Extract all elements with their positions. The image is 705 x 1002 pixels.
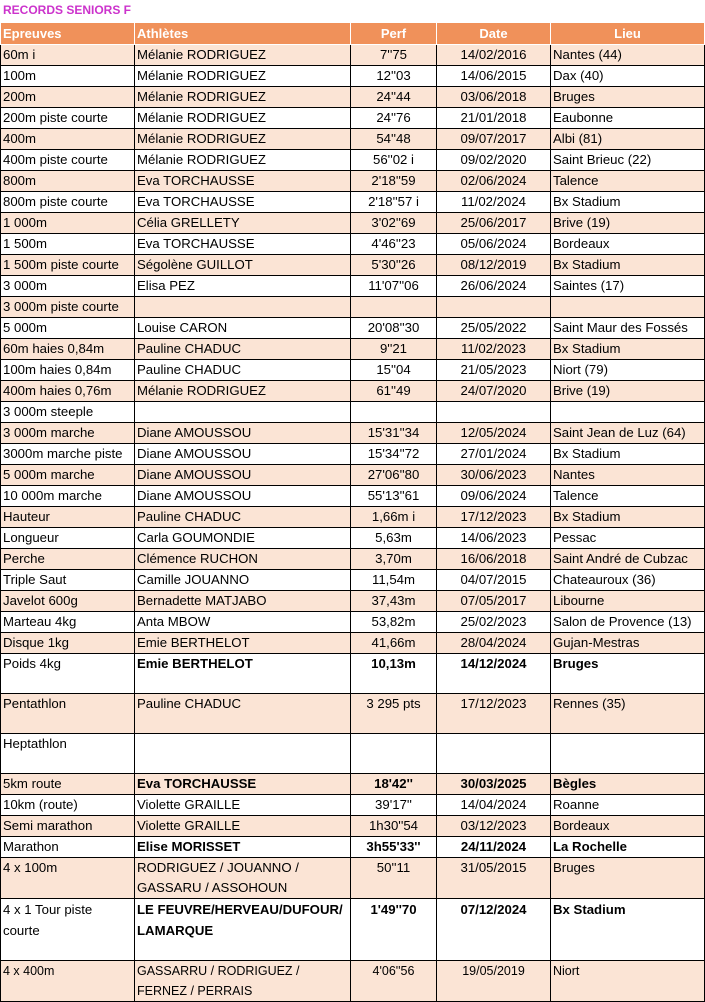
table-row <box>1 213 705 234</box>
table-row <box>1 45 705 66</box>
cell-perf: 11'07''06 <box>351 276 437 297</box>
cell-athlete: RODRIGUEZ / JOUANNO / GASSARU / ASSOHOUN <box>135 858 351 899</box>
cell-date: 12/05/2024 <box>437 423 551 444</box>
cell-perf: 3,70m <box>351 549 437 570</box>
table-row-relais-100 <box>1 858 705 899</box>
cell-lieu: La Rochelle <box>551 837 705 858</box>
cell-athlete: Violette GRAILLE <box>135 795 351 816</box>
cell-lieu: Nantes <box>551 465 705 486</box>
records-table <box>0 22 705 1002</box>
cell-athlete <box>135 402 351 423</box>
header-epreuves: Epreuves <box>1 23 135 45</box>
cell-perf: 15'34''72 <box>351 444 437 465</box>
cell-epreuve: 800m <box>1 171 135 192</box>
table-row <box>1 486 705 507</box>
cell-perf: 54''48 <box>351 129 437 150</box>
cell-date: 11/02/2023 <box>437 339 551 360</box>
table-row <box>1 192 705 213</box>
cell-athlete <box>135 734 351 774</box>
table-row <box>1 591 705 612</box>
cell-athlete: Emie BERTHELOT <box>135 633 351 654</box>
cell-date: 14/12/2024 <box>437 654 551 694</box>
cell-epreuve: Perche <box>1 549 135 570</box>
header-row <box>1 23 705 45</box>
cell-date: 03/06/2018 <box>437 87 551 108</box>
cell-athlete: Eva TORCHAUSSE <box>135 774 351 795</box>
table-row <box>1 549 705 570</box>
table-row <box>1 570 705 591</box>
cell-perf: 39'17'' <box>351 795 437 816</box>
table-row <box>1 171 705 192</box>
cell-lieu: Bruges <box>551 87 705 108</box>
cell-perf: 12''03 <box>351 66 437 87</box>
cell-athlete: Mélanie RODRIGUEZ <box>135 381 351 402</box>
cell-athlete: GASSARRU / RODRIGUEZ / FERNEZ / PERRAIS <box>135 961 351 1002</box>
cell-perf: 9''21 <box>351 339 437 360</box>
cell-epreuve: 1 500m piste courte <box>1 255 135 276</box>
cell-lieu: Saint Jean de Luz (64) <box>551 423 705 444</box>
table-row <box>1 465 705 486</box>
cell-perf: 2'18''57 i <box>351 192 437 213</box>
cell-athlete: Diane AMOUSSOU <box>135 444 351 465</box>
cell-epreuve: 3000m marche piste <box>1 444 135 465</box>
cell-epreuve: Longueur <box>1 528 135 549</box>
cell-athlete: Pauline CHADUC <box>135 694 351 734</box>
cell-date: 07/05/2017 <box>437 591 551 612</box>
table-row <box>1 297 705 318</box>
cell-date: 14/06/2023 <box>437 528 551 549</box>
cell-date: 28/04/2024 <box>437 633 551 654</box>
table-row <box>1 150 705 171</box>
cell-date: 21/01/2018 <box>437 108 551 129</box>
cell-perf: 4'06''56 <box>351 961 437 1002</box>
cell-athlete: Eva TORCHAUSSE <box>135 171 351 192</box>
cell-lieu: Saintes (17) <box>551 276 705 297</box>
cell-athlete: Elisa PEZ <box>135 276 351 297</box>
table-row-heptathlon <box>1 734 705 774</box>
cell-date: 17/12/2023 <box>437 507 551 528</box>
cell-lieu: Gujan-Mestras <box>551 633 705 654</box>
cell-epreuve: 5 000m marche <box>1 465 135 486</box>
cell-date <box>437 297 551 318</box>
cell-date: 09/06/2024 <box>437 486 551 507</box>
cell-epreuve: 3 000m <box>1 276 135 297</box>
cell-lieu: Niort (79) <box>551 360 705 381</box>
cell-epreuve: 10 000m marche <box>1 486 135 507</box>
cell-epreuve: 1 500m <box>1 234 135 255</box>
cell-epreuve: 3 000m steeple <box>1 402 135 423</box>
cell-epreuve: 10km (route) <box>1 795 135 816</box>
cell-athlete: Ségolène GUILLOT <box>135 255 351 276</box>
cell-epreuve: Marteau 4kg <box>1 612 135 633</box>
header-athletes: Athlètes <box>135 23 351 45</box>
cell-lieu: Bx Stadium <box>551 255 705 276</box>
cell-perf: 11,54m <box>351 570 437 591</box>
cell-date: 16/06/2018 <box>437 549 551 570</box>
cell-lieu: Talence <box>551 486 705 507</box>
cell-perf: 3 295 pts <box>351 694 437 734</box>
cell-perf: 4'46''23 <box>351 234 437 255</box>
cell-date: 25/06/2017 <box>437 213 551 234</box>
cell-epreuve: Javelot 600g <box>1 591 135 612</box>
cell-perf: 10,13m <box>351 654 437 694</box>
table-row <box>1 444 705 465</box>
cell-date: 17/12/2023 <box>437 694 551 734</box>
cell-lieu: Dax (40) <box>551 66 705 87</box>
cell-lieu: Bx Stadium <box>551 899 705 961</box>
cell-athlete: Bernadette MATJABO <box>135 591 351 612</box>
cell-perf: 55'13''61 <box>351 486 437 507</box>
table-row <box>1 528 705 549</box>
cell-epreuve: 5km route <box>1 774 135 795</box>
cell-lieu: Salon de Provence (13) <box>551 612 705 633</box>
cell-perf: 37,43m <box>351 591 437 612</box>
cell-perf: 7''75 <box>351 45 437 66</box>
cell-lieu: Bx Stadium <box>551 192 705 213</box>
cell-athlete: Emie BERTHELOT <box>135 654 351 694</box>
cell-athlete: Violette GRAILLE <box>135 816 351 837</box>
cell-perf: 15'31''34 <box>351 423 437 444</box>
cell-athlete: Mélanie RODRIGUEZ <box>135 150 351 171</box>
table-row-poids <box>1 654 705 694</box>
cell-epreuve: 400m <box>1 129 135 150</box>
cell-lieu <box>551 402 705 423</box>
cell-lieu: Saint André de Cubzac <box>551 549 705 570</box>
cell-perf: 24''44 <box>351 87 437 108</box>
table-row <box>1 633 705 654</box>
cell-perf: 24''76 <box>351 108 437 129</box>
cell-lieu <box>551 297 705 318</box>
cell-lieu: Libourne <box>551 591 705 612</box>
cell-epreuve: 4 x 1 Tour piste courte <box>1 899 135 961</box>
cell-lieu: Pessac <box>551 528 705 549</box>
cell-epreuve: 800m piste courte <box>1 192 135 213</box>
table-row <box>1 87 705 108</box>
cell-date: 04/07/2015 <box>437 570 551 591</box>
cell-perf: 1h30''54 <box>351 816 437 837</box>
cell-date: 25/02/2023 <box>437 612 551 633</box>
cell-perf: 50''11 <box>351 858 437 899</box>
cell-perf <box>351 297 437 318</box>
cell-epreuve: 400m haies 0,76m <box>1 381 135 402</box>
cell-lieu: Bruges <box>551 858 705 899</box>
cell-athlete: Diane AMOUSSOU <box>135 423 351 444</box>
cell-lieu: Brive (19) <box>551 381 705 402</box>
cell-date: 30/03/2025 <box>437 774 551 795</box>
header-perf: Perf <box>351 23 437 45</box>
cell-athlete: Pauline CHADUC <box>135 339 351 360</box>
cell-lieu: Talence <box>551 171 705 192</box>
cell-date <box>437 402 551 423</box>
table-row <box>1 507 705 528</box>
cell-perf: 1,66m i <box>351 507 437 528</box>
cell-date: 03/12/2023 <box>437 816 551 837</box>
cell-perf: 56''02 i <box>351 150 437 171</box>
cell-perf: 20'08''30 <box>351 318 437 339</box>
table-row <box>1 129 705 150</box>
cell-epreuve: 5 000m <box>1 318 135 339</box>
table-row <box>1 612 705 633</box>
cell-date: 30/06/2023 <box>437 465 551 486</box>
cell-date: 11/02/2024 <box>437 192 551 213</box>
cell-date: 14/06/2015 <box>437 66 551 87</box>
table-row-relais-tour <box>1 899 705 961</box>
cell-perf: 53,82m <box>351 612 437 633</box>
cell-epreuve: Hauteur <box>1 507 135 528</box>
cell-epreuve: Triple Saut <box>1 570 135 591</box>
header-lieu: Lieu <box>551 23 705 45</box>
table-row <box>1 339 705 360</box>
cell-athlete: Mélanie RODRIGUEZ <box>135 87 351 108</box>
cell-lieu: Roanne <box>551 795 705 816</box>
cell-date: 25/05/2022 <box>437 318 551 339</box>
cell-perf: 5'30''26 <box>351 255 437 276</box>
cell-epreuve: 1 000m <box>1 213 135 234</box>
cell-athlete: Anta MBOW <box>135 612 351 633</box>
cell-epreuve: 4 x 400m <box>1 961 135 1002</box>
cell-epreuve: 200m piste courte <box>1 108 135 129</box>
cell-lieu: Bx Stadium <box>551 507 705 528</box>
cell-perf: 18'42'' <box>351 774 437 795</box>
cell-athlete: Mélanie RODRIGUEZ <box>135 66 351 87</box>
cell-perf: 41,66m <box>351 633 437 654</box>
cell-epreuve: 60m haies 0,84m <box>1 339 135 360</box>
cell-date <box>437 734 551 774</box>
cell-epreuve: Pentathlon <box>1 694 135 734</box>
cell-perf: 2'18''59 <box>351 171 437 192</box>
cell-epreuve: 200m <box>1 87 135 108</box>
cell-perf: 61''49 <box>351 381 437 402</box>
cell-epreuve: 3 000m marche <box>1 423 135 444</box>
cell-lieu: Brive (19) <box>551 213 705 234</box>
cell-athlete: Elise MORISSET <box>135 837 351 858</box>
cell-athlete: Mélanie RODRIGUEZ <box>135 45 351 66</box>
cell-date: 09/07/2017 <box>437 129 551 150</box>
cell-date: 02/06/2024 <box>437 171 551 192</box>
cell-athlete: Diane AMOUSSOU <box>135 465 351 486</box>
cell-lieu: Albi (81) <box>551 129 705 150</box>
cell-perf: 5,63m <box>351 528 437 549</box>
table-row-5km <box>1 774 705 795</box>
cell-lieu: Saint Maur des Fossés <box>551 318 705 339</box>
cell-epreuve: 4 x 100m <box>1 858 135 899</box>
cell-perf: 3'02''69 <box>351 213 437 234</box>
table-row <box>1 360 705 381</box>
cell-lieu: Saint Brieuc (22) <box>551 150 705 171</box>
cell-date: 05/06/2024 <box>437 234 551 255</box>
cell-date: 24/11/2024 <box>437 837 551 858</box>
table-row <box>1 255 705 276</box>
cell-perf <box>351 402 437 423</box>
table-row <box>1 423 705 444</box>
cell-date: 31/05/2015 <box>437 858 551 899</box>
cell-athlete: Diane AMOUSSOU <box>135 486 351 507</box>
cell-date: 14/02/2016 <box>437 45 551 66</box>
table-row-semi <box>1 816 705 837</box>
cell-epreuve: Semi marathon <box>1 816 135 837</box>
cell-perf: 3h55'33'' <box>351 837 437 858</box>
cell-lieu: Bordeaux <box>551 816 705 837</box>
cell-lieu: Bx Stadium <box>551 339 705 360</box>
cell-perf: 15''04 <box>351 360 437 381</box>
cell-epreuve: Heptathlon <box>1 734 135 774</box>
table-row-pentathlon <box>1 694 705 734</box>
cell-date: 14/04/2024 <box>437 795 551 816</box>
cell-athlete: Eva TORCHAUSSE <box>135 234 351 255</box>
cell-lieu <box>551 734 705 774</box>
cell-date: 09/02/2020 <box>437 150 551 171</box>
cell-epreuve: 100m haies 0,84m <box>1 360 135 381</box>
table-row-10km <box>1 795 705 816</box>
cell-lieu: Bègles <box>551 774 705 795</box>
cell-lieu: Niort <box>551 961 705 1002</box>
cell-date: 24/07/2020 <box>437 381 551 402</box>
cell-athlete: Carla GOUMONDIE <box>135 528 351 549</box>
cell-lieu: Rennes (35) <box>551 694 705 734</box>
cell-lieu: Nantes (44) <box>551 45 705 66</box>
cell-athlete: Pauline CHADUC <box>135 507 351 528</box>
cell-lieu: Chateauroux (36) <box>551 570 705 591</box>
cell-epreuve: 400m piste courte <box>1 150 135 171</box>
cell-date: 21/05/2023 <box>437 360 551 381</box>
cell-lieu: Eaubonne <box>551 108 705 129</box>
cell-epreuve: 100m <box>1 66 135 87</box>
table-row <box>1 402 705 423</box>
cell-date: 26/06/2024 <box>437 276 551 297</box>
cell-epreuve: 60m i <box>1 45 135 66</box>
cell-athlete: Louise CARON <box>135 318 351 339</box>
table-row-relais-400 <box>1 961 705 1002</box>
cell-athlete <box>135 297 351 318</box>
cell-epreuve: Disque 1kg <box>1 633 135 654</box>
cell-perf <box>351 734 437 774</box>
cell-athlete: Camille JOUANNO <box>135 570 351 591</box>
cell-date: 27/01/2024 <box>437 444 551 465</box>
header-date: Date <box>437 23 551 45</box>
cell-epreuve: Marathon <box>1 837 135 858</box>
cell-athlete: Pauline CHADUC <box>135 360 351 381</box>
table-row <box>1 108 705 129</box>
table-row <box>1 234 705 255</box>
table-row-marathon <box>1 837 705 858</box>
cell-athlete: Clémence RUCHON <box>135 549 351 570</box>
cell-epreuve: 3 000m piste courte <box>1 297 135 318</box>
cell-perf: 1'49''70 <box>351 899 437 961</box>
table-row <box>1 381 705 402</box>
cell-athlete: Mélanie RODRIGUEZ <box>135 108 351 129</box>
cell-athlete: Mélanie RODRIGUEZ <box>135 129 351 150</box>
table-row <box>1 318 705 339</box>
cell-date: 07/12/2024 <box>437 899 551 961</box>
cell-date: 08/12/2019 <box>437 255 551 276</box>
table-row <box>1 66 705 87</box>
cell-epreuve: Poids 4kg <box>1 654 135 694</box>
cell-date: 19/05/2019 <box>437 961 551 1002</box>
cell-athlete: Célia GRELLETY <box>135 213 351 234</box>
cell-athlete: LE FEUVRE/HERVEAU/DUFOUR/ LAMARQUE <box>135 899 351 961</box>
cell-lieu: Bx Stadium <box>551 444 705 465</box>
page-title: RECORDS SENIORS F <box>3 3 132 17</box>
cell-lieu: Bordeaux <box>551 234 705 255</box>
cell-perf: 27'06''80 <box>351 465 437 486</box>
table-row <box>1 276 705 297</box>
cell-athlete: Eva TORCHAUSSE <box>135 192 351 213</box>
cell-lieu: Bruges <box>551 654 705 694</box>
